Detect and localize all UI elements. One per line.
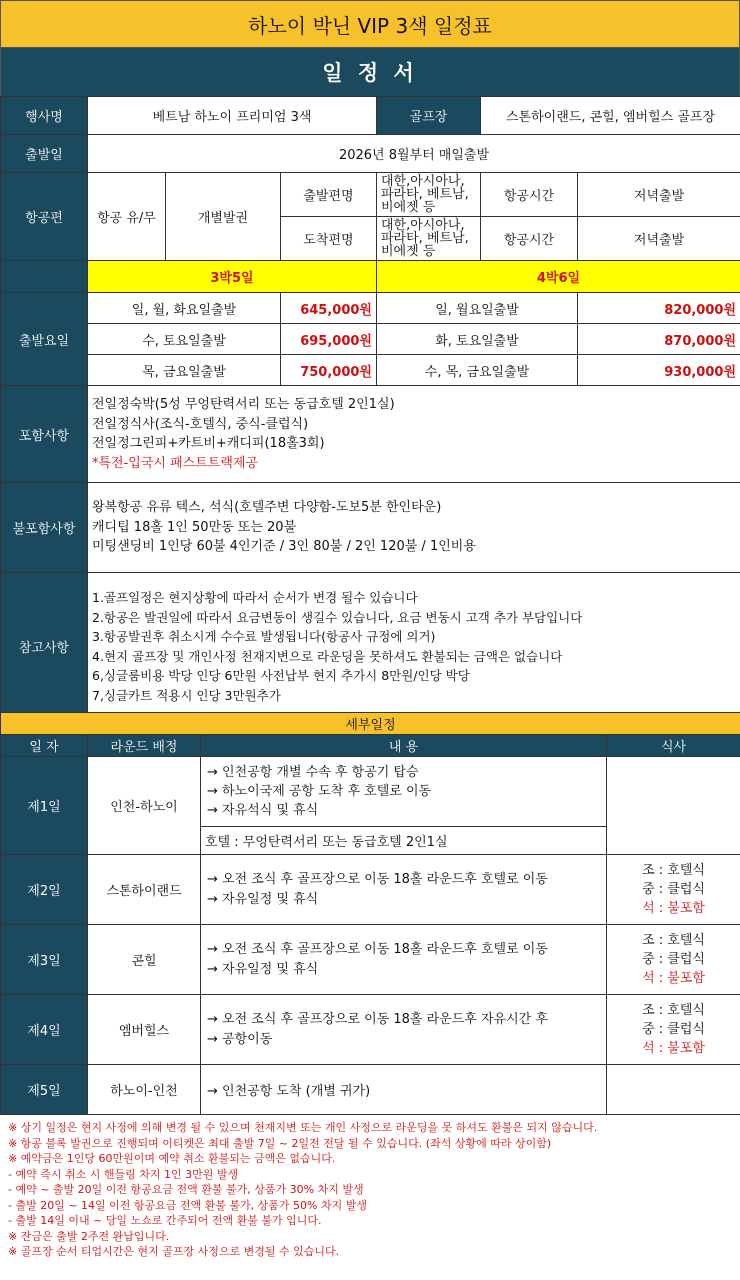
footnotes (8, 1120, 736, 1260)
reference-list (88, 573, 740, 721)
day-3-label: 제3일 (1, 925, 88, 995)
excluded-label: 불포함사항 (1, 483, 88, 573)
page-title: 하노이 박닌 VIP 3색 일정표 (0, 0, 740, 48)
depart-value: 2026년 8월부터 매일출발 (88, 135, 740, 173)
arr-flight-label: 도착편명 (281, 217, 377, 261)
footnote: - 출발 20일 ~ 14일 이전 항공요금 전액 환불 불가, 상품가 50% 차지 발생 (8, 1198, 367, 1212)
day-5-meals (607, 1065, 740, 1115)
plan-b-price: 820,000원 (578, 293, 740, 324)
plan-header-blank (1, 261, 88, 293)
plan-a-day: 수, 토요일출발 (88, 324, 281, 355)
dep-evening: 저녁출발 (578, 173, 740, 217)
schedule-section-title: 세부일정 (1, 713, 740, 735)
day-2-content (201, 855, 607, 925)
plan-a-day: 목, 금요일출발 (88, 355, 281, 386)
day-4-meals (607, 995, 740, 1065)
schedule-header-content: 내 용 (201, 735, 607, 757)
day-1-line: → 인천공항 개별 수속 후 항공기 탑승 (207, 765, 419, 780)
plan-b-price: 930,000원 (578, 355, 740, 386)
excluded-item: 미팅샌딩비 1인당 60불 4인기준 / 3인 80불 / 2인 120불 / 1인비용 (92, 539, 476, 555)
reference-label: 참고사항 (1, 573, 88, 721)
day-3-round: 콘힐 (88, 925, 201, 995)
footnote: - 예약 즉시 취소 시 핸들링 차지 1인 3만원 발생 (8, 1167, 239, 1181)
meal-lunch: 중 : 클럽식 (642, 952, 705, 967)
plan-b-day: 수, 목, 금요일출발 (377, 355, 578, 386)
schedule-table (0, 712, 740, 1115)
included-special: *특전-입국시 패스트트랙제공 (92, 455, 259, 471)
plan-a-price: 695,000원 (281, 324, 377, 355)
meal-lunch: 중 : 클럽식 (642, 882, 705, 897)
footnote: - 출발 14일 이내 ~ 당일 노쇼로 간주되어 전액 환불 불가 입니다. (8, 1214, 322, 1227)
arr-flight-time-label: 항공시간 (481, 217, 578, 261)
day-2-line: → 자유일정 및 휴식 (207, 891, 319, 907)
dep-flight-label: 출발편명 (281, 173, 377, 217)
meal-breakfast: 조 : 호텔식 (642, 933, 705, 948)
day-3-line: → 오전 조식 후 골프장으로 이동 18홀 라운드후 호텔로 이동 (207, 941, 548, 957)
arr-evening: 저녁출발 (578, 217, 740, 261)
page-subtitle: 일 정 서 (0, 48, 740, 96)
reference-item: 7,싱글카트 적용시 인당 3만원추가 (92, 687, 281, 703)
airline-value: 개별발권 (166, 173, 281, 261)
excluded-item: 캐디팁 18홀 1인 50만동 또는 20불 (92, 519, 297, 535)
day-2-label: 제2일 (1, 855, 88, 925)
included-item: 전일정그린피+카트비+캐디피(18홀3회) (92, 436, 325, 451)
footnote: ※ 항공 블록 발권으로 진행되며 이티켓은 최대 출발 7일 ~ 2일전 전달 될 수 있습니다. (좌석 상황에 따라 상이함) (8, 1136, 552, 1150)
day-4-round: 엠버힐스 (88, 995, 201, 1065)
footnote: ※ 잔금은 출발 2주전 완납입니다. (8, 1229, 170, 1243)
plan-b-title: 4박6일 (377, 261, 740, 293)
excluded-item: 왕복항공 유류 텍스, 석식(호텔주변 다양함-도보5분 한인타운) (92, 500, 442, 516)
plan-a-price: 750,000원 (281, 355, 377, 386)
day-1-meals (607, 757, 740, 855)
schedule-header-round: 라운드 배정 (88, 735, 201, 757)
plan-a-price: 645,000원 (281, 293, 377, 324)
day-1-line: → 자유석식 및 휴식 (207, 803, 319, 818)
day-1-line: → 하노이국제 공항 도착 후 호텔로 이동 (207, 784, 432, 799)
plan-b-day: 일, 월요일출발 (377, 293, 578, 324)
footnote: ※ 상기 일정은 현지 사정에 의해 변경 될 수 있으며 천재지변 또는 개인 사정으로 라운딩을 못 하셔도 환불은 되지 않습니다. (8, 1121, 598, 1134)
day-5-content (201, 1065, 607, 1115)
plan-b-price: 870,000원 (578, 324, 740, 355)
day-5-round: 하노이-인천 (88, 1065, 201, 1115)
excluded-list (88, 483, 740, 573)
included-item: 전일정숙박(5성 무엉탄력서리 또는 동급호텔 2인1실) (92, 397, 395, 412)
day-4-line: → 오전 조식 후 골프장으로 이동 18홀 라운드후 자유시간 후 (207, 1011, 548, 1027)
day-2-round: 스톤하이랜드 (88, 855, 201, 925)
meal-dinner: 석 : 불포함 (642, 901, 705, 916)
schedule-header-meal: 식사 (607, 735, 740, 757)
meal-breakfast: 조 : 호텔식 (642, 1003, 705, 1018)
golf-label: 골프장 (377, 97, 481, 135)
reference-item: 4.현지 골프장 및 개인사정 천재지변으로 라운딩을 못하셔도 환불되는 금액은 없습니다 (92, 648, 563, 664)
agency-label: 행사명 (1, 97, 88, 135)
dep-carriers: 대한,아시아나, 파라타, 베트남, 비에젯 등 (377, 173, 481, 217)
meal-breakfast: 조 : 호텔식 (642, 863, 705, 878)
day-2-meals (607, 855, 740, 925)
agency-value: 베트남 하노이 프리미엄 3색 (88, 97, 377, 135)
meal-dinner: 석 : 불포함 (642, 971, 705, 986)
day-1-content (201, 757, 607, 827)
included-list (88, 386, 740, 483)
day-3-line: → 자유일정 및 휴식 (207, 961, 319, 977)
day-3-content (201, 925, 607, 995)
day-5-line: → 인천공항 도착 (개별 귀가) (207, 1084, 371, 1099)
reference-item: 1.골프일정은 현지상황에 따라서 순서가 변경 될수 있습니다 (92, 590, 418, 605)
footnote: ※ 골프장 순서 티업시간은 현지 골프장 사정으로 변경될 수 있습니다. (8, 1245, 340, 1258)
day-1-round: 인천-하노이 (88, 757, 201, 855)
plan-b-day: 화, 토요일출발 (377, 324, 578, 355)
schedule-header-day: 일 자 (1, 735, 88, 757)
reference-item: 3.항공발권후 취소시게 수수료 발생됩니다(항공사 규정에 의거) (92, 629, 436, 644)
day-4-content (201, 995, 607, 1065)
day-3-meals (607, 925, 740, 995)
day-4-label: 제4일 (1, 995, 88, 1065)
day-1-hotel: 호텔 : 무엉탄력서리 또는 동급호텔 2인1실 (201, 827, 607, 855)
day-2-line: → 오전 조식 후 골프장으로 이동 18홀 라운드후 호텔로 이동 (207, 871, 548, 887)
day-label: 출발요일 (1, 293, 88, 386)
arr-carriers: 대한,아시아나, 파라타, 베트남, 비에젯 등 (377, 217, 481, 261)
plan-a-title: 3박5일 (88, 261, 377, 293)
meal-lunch: 중 : 클럽식 (642, 1022, 705, 1037)
meal-dinner: 석 : 불포함 (642, 1041, 705, 1056)
day-5-label: 제5일 (1, 1065, 88, 1115)
reference-item: 2.항공은 발권일에 따라서 요금변동이 생길수 있습니다, 요금 변동시 고객 추가 부담입니다 (92, 609, 583, 625)
footnote: - 예약 ~ 출발 20일 이전 항공요금 전액 환불 불가, 상품가 30% 차지 발생 (8, 1183, 364, 1196)
dep-flight-time-label: 항공시간 (481, 173, 578, 217)
plan-a-day: 일, 월, 화요일출발 (88, 293, 281, 324)
day-1-label: 제1일 (1, 757, 88, 855)
golf-value: 스톤하이랜드, 콘힐, 엠버힐스 골프장 (481, 97, 740, 135)
footnote: ※ 예약금은 1인당 60만원이며 예약 취소 환불되는 금액은 없습니다. (8, 1152, 336, 1165)
depart-label: 출발일 (1, 135, 88, 173)
airline-label: 항공 유/무 (88, 173, 166, 261)
overview-table (0, 96, 740, 721)
day-4-line: → 공항이동 (207, 1031, 273, 1047)
flight-label: 항공편 (1, 173, 88, 261)
reference-item: 6,싱글룸비용 박당 인당 6만원 사전납부 현지 추가시 8만원/인당 박당 (92, 668, 470, 683)
included-label: 포함사항 (1, 386, 88, 483)
included-item: 전일정식사(조식-호텔식, 중식-클럽식) (92, 416, 309, 432)
